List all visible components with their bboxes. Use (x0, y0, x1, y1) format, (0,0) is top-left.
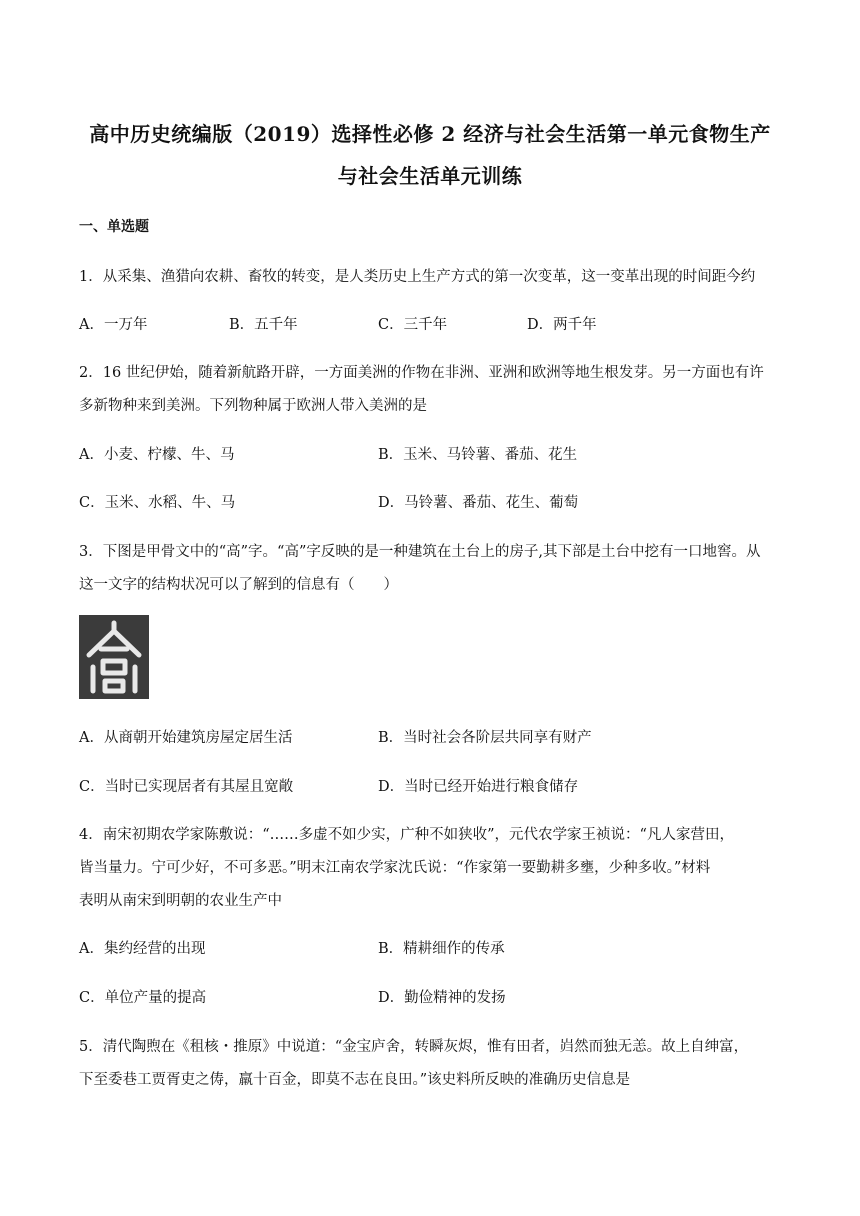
section-heading: 一、单选题 (79, 219, 149, 235)
question-2-text-line-1: 2．16 世纪伊始，随着新航路开辟，一方面美洲的作物在非洲、亚洲和欧洲等地生根发芽。另一方面也有许 (79, 365, 764, 381)
question-2-text-line-2: 多新物种来到美洲。下列物种属于欧洲人带入美洲的是 (79, 398, 427, 414)
question-5-text-line-1: 5．清代陶煦在《租核・推原》中说道：“金宝庐舍，转瞬灰烬，惟有田者，岿然而独无恙。故上自绅富， (79, 1039, 749, 1055)
question-4-text-line-2: 皆当量力。宁可少好，不可多恶。”明末江南农学家沈氏说：“作家第一要勤耕多壅，少种多收。”材料 (79, 860, 711, 876)
question-4-option-d: D．勤俭精神的发扬 (378, 990, 506, 1006)
question-3-text-line-2: 这一文字的结构状况可以了解到的信息有（ ） (79, 577, 398, 593)
question-3-option-c: C．当时已实现居者有其屋且宽敞 (79, 779, 294, 795)
question-2-option-d: D．马铃薯、番茄、花生、葡萄 (378, 495, 579, 511)
question-1-option-b: B．五千年 (229, 317, 298, 333)
question-1-text: 1．从采集、渔猎向农耕、畜牧的转变，是人类历史上生产方式的第一次变革，这一变革出现的时间距今约 (79, 269, 756, 285)
oracle-bone-gao-character-image (79, 615, 149, 699)
question-4-text-line-1: 4．南宋初期农学家陈敷说：“……多虚不如少实，广种不如狭收”，元代农学家王祯说：“凡人家营田， (79, 827, 734, 843)
question-2-option-b: B．玉米、马铃薯、番茄、花生 (378, 447, 578, 463)
question-4-option-b: B．精耕细作的传承 (378, 941, 505, 957)
question-4-option-c: C．单位产量的提高 (79, 990, 207, 1006)
document-title-line-2: 与社会生活单元训练 (337, 164, 523, 188)
question-1-option-d: D．两千年 (527, 317, 597, 333)
question-1-option-c: C．三千年 (378, 317, 448, 333)
question-4-text-line-3: 表明从南宋到明朝的农业生产中 (79, 893, 282, 909)
question-2-option-c: C．玉米、水稻、牛、马 (79, 495, 236, 511)
question-2-option-a: A．小麦、柠檬、牛、马 (79, 447, 235, 463)
question-3-option-a: A．从商朝开始建筑房屋定居生活 (79, 730, 293, 746)
question-1-option-a: A．一万年 (79, 317, 148, 333)
question-3-option-d: D．当时已经开始进行粮食储存 (378, 779, 579, 795)
document-title-line-1: 高中历史统编版（2019）选择性必修 2 经济与社会生活第一单元食物生产 (89, 122, 771, 146)
question-3-option-b: B．当时社会各阶层共同享有财产 (378, 730, 592, 746)
question-3-text-line-1: 3．下图是甲骨文中的“高”字。“高”字反映的是一种建筑在土台上的房子,其下部是土台中挖有一口地窖。从 (79, 544, 761, 560)
question-5-text-line-2: 下至委巷工贾胥吏之俦，羸十百金，即莫不志在良田。”该史料所反映的准确历史信息是 (79, 1072, 631, 1088)
question-4-option-a: A．集约经营的出现 (79, 941, 206, 957)
